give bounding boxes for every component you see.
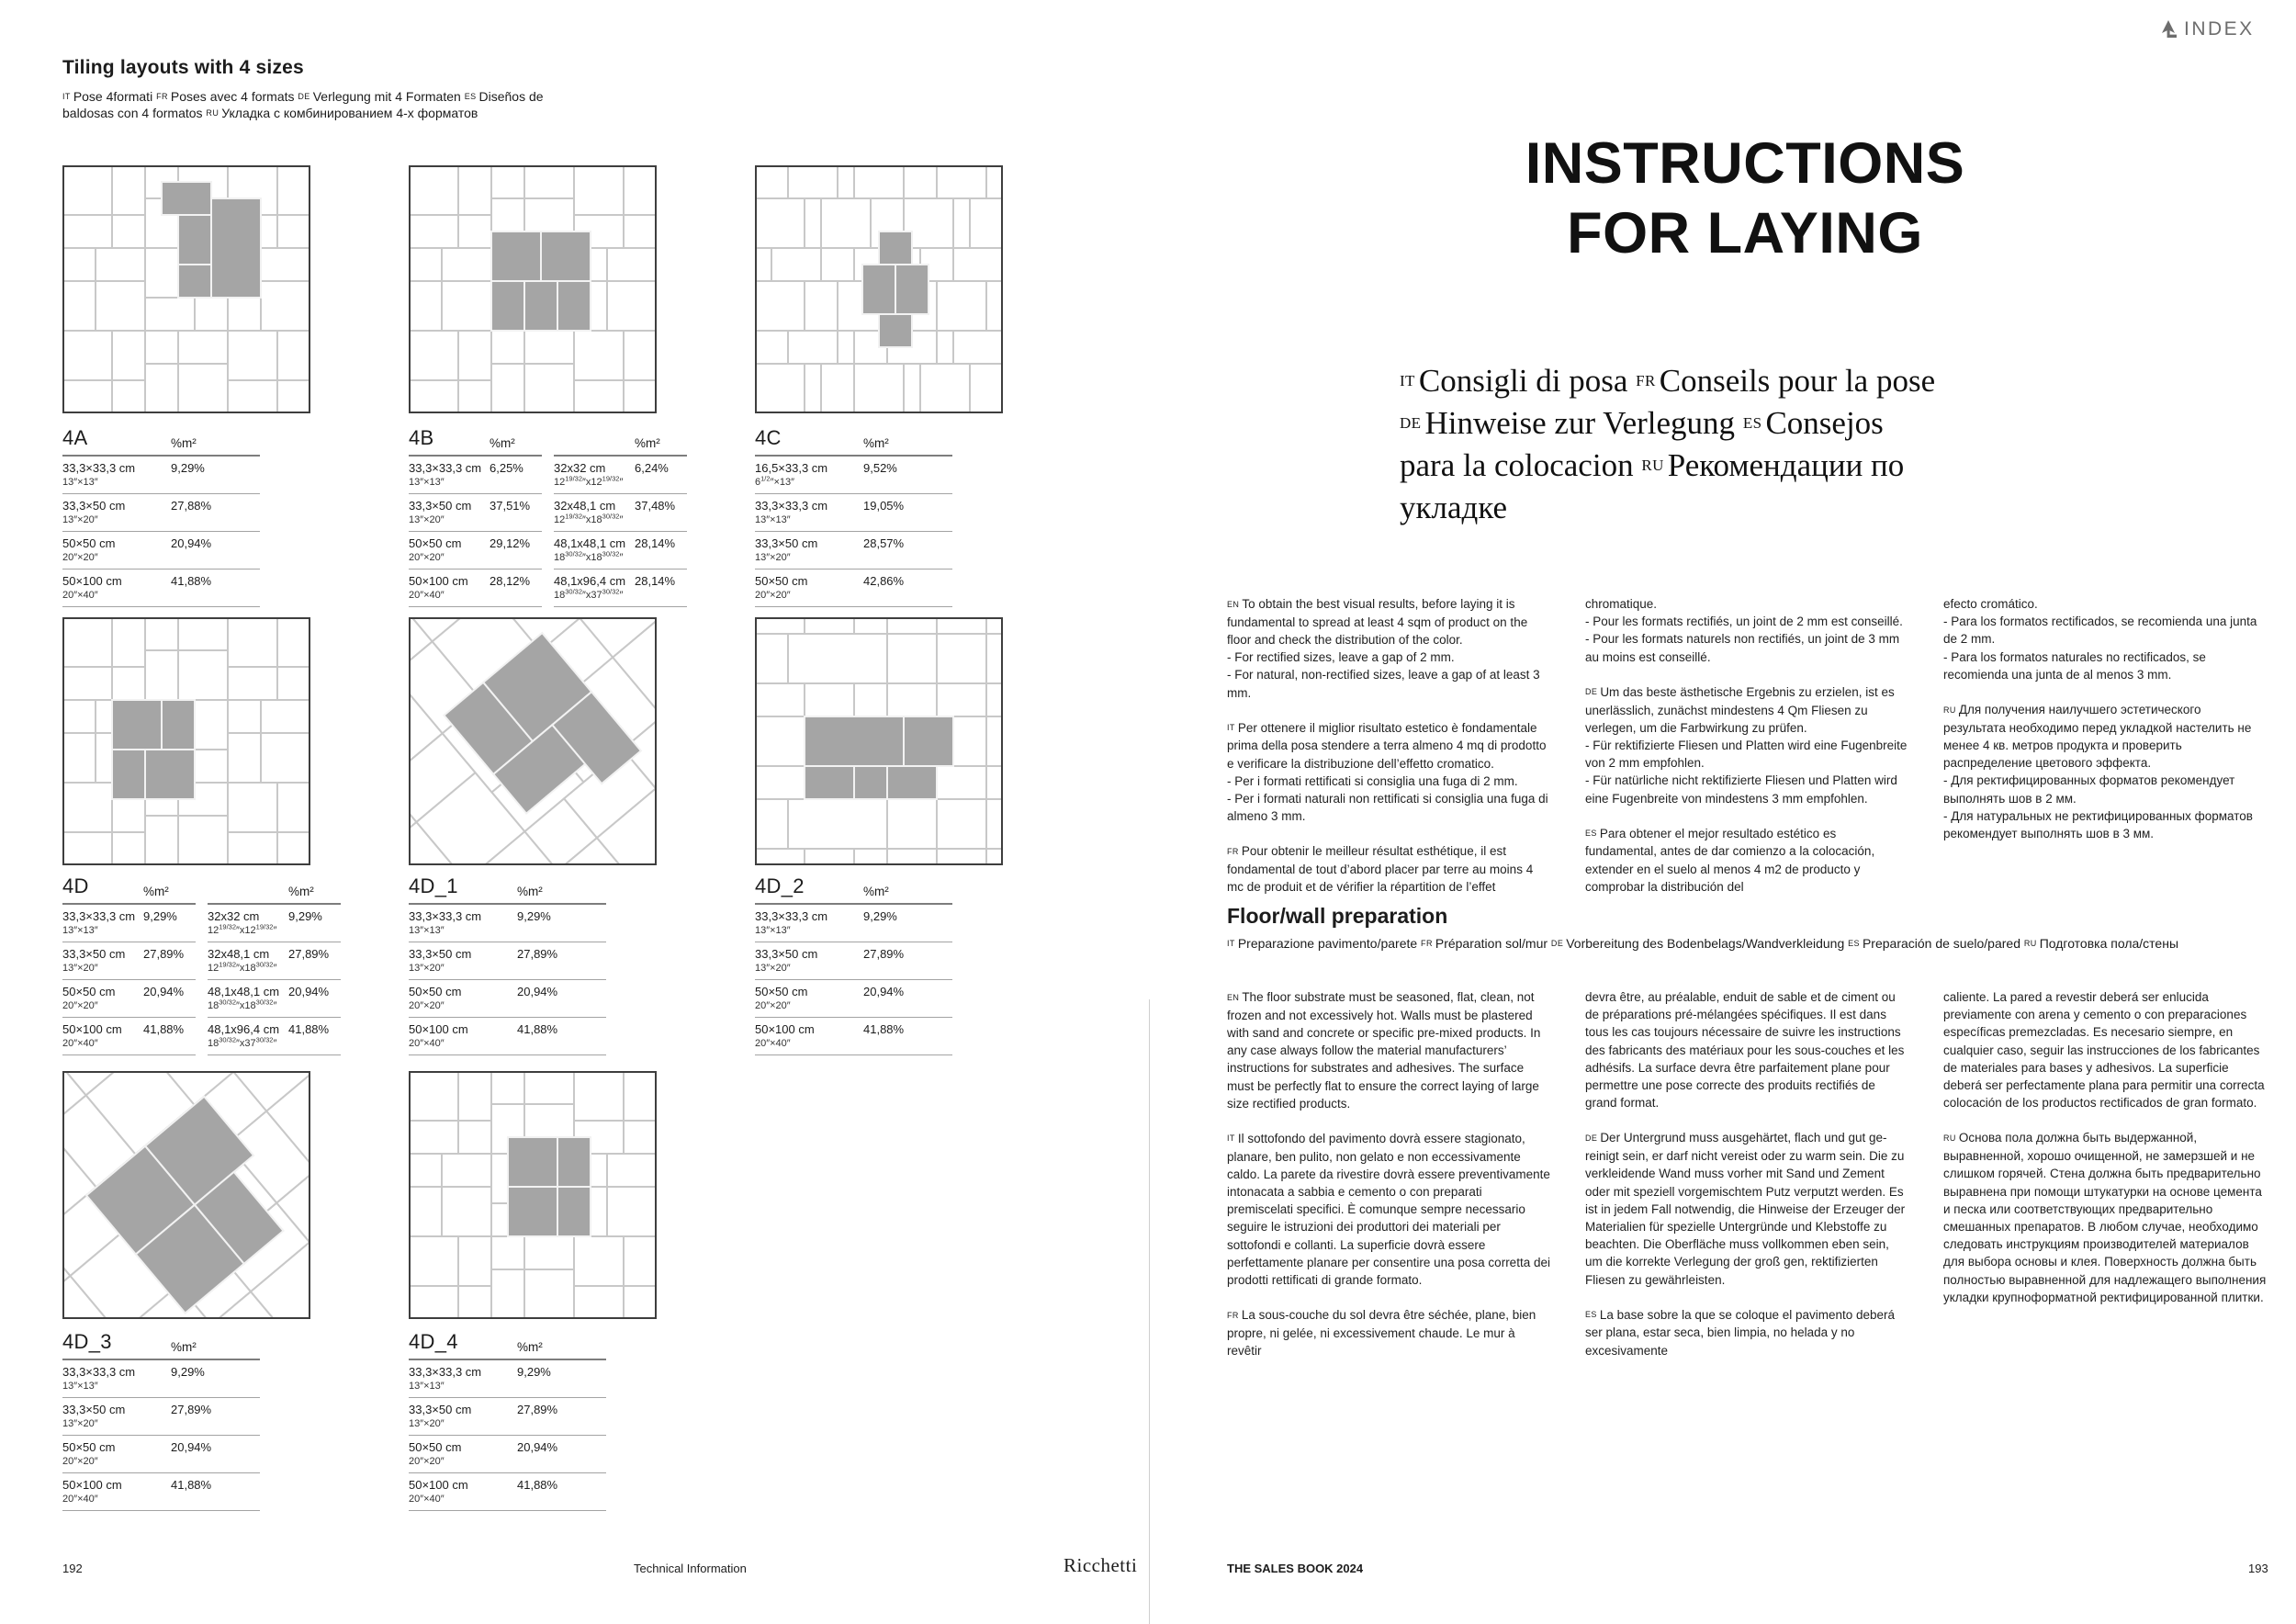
size-row: [62, 905, 196, 942]
size-label: 50×100 cm 20″×40″: [409, 1022, 468, 1049]
segment-text: Рекомендации по укладке: [1400, 447, 1905, 525]
size-percentage: 20,94%: [143, 985, 185, 998]
size-label: 50×50 cm 20″×20″: [409, 1440, 462, 1467]
size-percentage: 9,29%: [143, 909, 177, 923]
size-label: 50×100 cm 20″×40″: [62, 1478, 122, 1505]
layout-id: 4B: [409, 426, 434, 449]
size-label: 50×50 cm 20″×20″: [62, 536, 116, 563]
size-row: [755, 980, 952, 1018]
segment-text: Укладка с комбинированием 4-х форматов: [221, 106, 478, 120]
size-row: [208, 1018, 341, 1055]
size-table-4D_4: [409, 1328, 606, 1511]
language-tag: IT: [1227, 723, 1235, 733]
footer-section-label: Technical Information: [634, 1562, 747, 1575]
tile-layout-4A: [62, 165, 310, 601]
size-row: [409, 532, 542, 570]
segment-text: Conseils pour la pose: [1659, 363, 1936, 399]
segment-text: Подготовка пола/стены: [2039, 936, 2179, 951]
layout-id: 4D_3: [62, 1330, 112, 1353]
size-percentage: 37,48%: [635, 499, 676, 513]
size-table-4D_1: [409, 873, 606, 1055]
language-tag: IT: [62, 92, 71, 101]
tile-diagram-4D_3: [62, 1071, 310, 1319]
segment-text: Poses avec 4 formats: [170, 89, 295, 104]
size-label: 33,3×33,3 cm 13″×13″: [409, 461, 482, 488]
tile-layout-4D_2: [755, 617, 1003, 1049]
segment-text: Pose 4formati: [73, 89, 153, 104]
pct-header: %m²: [171, 436, 197, 450]
size-table-4A: [62, 424, 260, 607]
paragraph: DE Um das beste ästhetische Ergebnis zu erzielen, ist es unerlässlich, zunächst mindestens 4 Qm Fliesen zu verlegen, um die Farbwirkung zu prüfen. - Für rektifizierte Fliesen und Platten wird eine Fugenbreite von 2 mm empfohlen. - Für natürliche nicht rektifizierte Fliesen und Platten wird eine Fugenbreite von mindestens 3 mm empfohlen.: [1585, 684, 1908, 806]
tile-layout-4D: [62, 617, 330, 1049]
language-tag: ES: [464, 92, 477, 101]
segment-text: Hinweise zur Verlegung: [1424, 405, 1736, 441]
size-percentage: 27,89%: [863, 947, 905, 961]
prep-column-3: [1943, 988, 2267, 1324]
language-tag: FR: [1227, 846, 1239, 856]
size-label: 32x32 cm $12^{19/32}''x12^{19/32}''$: [554, 461, 624, 488]
size-table-4B: [409, 424, 687, 607]
size-label: 33,3×50 cm 13″×20″: [409, 947, 472, 974]
size-label: 32x32 cm $12^{19/32}''x12^{19/32}''$: [208, 909, 277, 936]
language-tag: DE: [1585, 1133, 1598, 1143]
size-table-4C: [755, 424, 952, 607]
size-row: [62, 942, 196, 980]
size-row: [755, 1018, 952, 1055]
size-row: [409, 570, 542, 607]
pct-header: %m²: [517, 1340, 543, 1354]
tile-diagram-4D_2: [755, 617, 1003, 865]
size-row: [554, 570, 687, 607]
size-label: 48,1x96,4 cm $18^{30/32}''x37^{30/32}''$: [554, 574, 626, 601]
language-tag: ES: [1585, 829, 1597, 839]
size-label: 32x48,1 cm $12^{19/32}''x18^{30/32}''$: [554, 499, 624, 525]
language-tag: DE: [1585, 687, 1598, 697]
size-row: [62, 570, 260, 607]
pct-header: %m²: [635, 436, 660, 450]
size-percentage: 27,89%: [517, 1403, 558, 1416]
size-table-4D_2: [755, 873, 952, 1055]
layout-id: 4D_2: [755, 874, 805, 897]
size-percentage: 27,89%: [288, 947, 330, 961]
layout-id: 4C: [755, 426, 782, 449]
intro-column-1: [1227, 595, 1550, 914]
size-percentage: 20,94%: [171, 536, 212, 550]
paragraph: RU Основа пола должна быть выдержанной, выравненной, хорошо очищенной, не замерзшей и не слишком горячей. Стена должна быть предварительно выравнена при помощи штукатурки на основе цемента и песка или соответствующих предварительно смешанных препаратов. В любом случае, необходимо следовать инструкциям производителей материалов для выбора основы и клея. Поверхность должна быть полностью выравненной для надлежащего выполнения укладки крупноформатной ректифицированной плитки.: [1943, 1131, 2267, 1304]
size-row: [554, 532, 687, 570]
size-label: 33,3×50 cm 13″×20″: [62, 499, 126, 525]
size-percentage: 42,86%: [863, 574, 905, 588]
language-tag: ES: [1742, 414, 1762, 432]
paragraph: FR La sous-couche du sol devra être séchée, plane, bien propre, ni gelée, ni excessivement chaude. Le mur à revêtir: [1227, 1308, 1536, 1359]
size-label: 33,3×33,3 cm 13″×13″: [409, 909, 482, 936]
paragraph: ES Para obtener el mejor resultado estético es fundamental, antes de dar comienzo a la colocación, extender en el suelo al menos 4 m2 de producto y comprobar la distribución del: [1585, 826, 1875, 894]
size-row: [755, 457, 952, 494]
paragraph: EN The floor substrate must be seasoned, flat, clean, not frozen and not excessively hot. Walls must be plastered with sand and concrete or specific pre-mixed products. In any case always follow the material manufacturers’ instructions for substrates and adhesives. The surface must be perfectly flat to ensure the correct laying of large size rectified products.: [1227, 990, 1541, 1111]
size-label: 50×100 cm 20″×40″: [409, 1478, 468, 1505]
language-tag: EN: [1227, 599, 1240, 609]
paragraph: IT Il sottofondo del pavimento dovrà essere stagionato, planare, ben pulito, non gelato e non eccessivamente caldo. La parete da rivestire dovrà essere preventivamente intonacata a sabbia e cemento o con preparati premiscelati specifici. È comunque sempre necessario seguire le istruzioni dei produttori dei materiali per sottofondi e collanti. La superficie dovrà essere perfettamente planare per consentire una posa corretta dei prodotti rettificati di grande formato.: [1227, 1131, 1550, 1288]
size-table-column: [409, 424, 542, 607]
size-table-column: [409, 1328, 606, 1511]
size-percentage: 9,29%: [171, 1365, 205, 1379]
size-percentage: 41,88%: [171, 1478, 212, 1492]
size-percentage: 41,88%: [171, 574, 212, 588]
size-label: 33,3×33,3 cm 13″×13″: [62, 909, 136, 936]
size-percentage: 28,12%: [490, 574, 531, 588]
tile-diagram-4D_4: [409, 1071, 657, 1319]
size-label: 33,3×33,3 cm 13″×13″: [62, 1365, 136, 1392]
prep-column-2: [1585, 988, 1908, 1377]
size-label: 50×100 cm 20″×40″: [62, 574, 122, 601]
segment-text: Vorbereitung des Bodenbelags/Wandverkleidung: [1566, 936, 1845, 951]
size-row: [409, 942, 606, 980]
pct-header: %m²: [143, 885, 169, 898]
size-row: [554, 457, 687, 494]
size-row: [62, 1360, 260, 1398]
size-row: [62, 494, 260, 532]
size-label: 33,3×33,3 cm 13″×13″: [409, 1365, 482, 1392]
size-label: 50×50 cm 20″×20″: [62, 1440, 116, 1467]
size-percentage: 9,29%: [863, 909, 897, 923]
segment-text: Préparation sol/mur: [1435, 936, 1548, 951]
size-table-column: [755, 873, 952, 1055]
size-row: [409, 1436, 606, 1473]
size-row: [554, 494, 687, 532]
size-percentage: 27,89%: [517, 947, 558, 961]
size-table-column: [755, 424, 952, 607]
size-percentage: 28,57%: [863, 536, 905, 550]
pct-header: %m²: [863, 885, 889, 898]
prep-column-1: [1227, 988, 1550, 1377]
language-tag: FR: [1227, 1310, 1239, 1320]
size-percentage: 41,88%: [288, 1022, 330, 1036]
size-percentage: 41,88%: [517, 1478, 558, 1492]
pct-header: %m²: [171, 1340, 197, 1354]
language-tag: FR: [1636, 372, 1656, 389]
size-table-column: [409, 873, 606, 1055]
size-table-column: [208, 873, 341, 1055]
size-label: 48,1x48,1 cm $18^{30/32}''x18^{30/32}''$: [554, 536, 626, 563]
segment-text: Preparación de suelo/pared: [1862, 936, 2020, 951]
tile-diagram-4D_1: [409, 617, 657, 865]
language-tag: ES: [1585, 1310, 1597, 1320]
size-label: 33,3×50 cm 13″×20″: [755, 536, 818, 563]
footer-book-title: THE SALES BOOK 2024: [1227, 1562, 1364, 1575]
size-row: [208, 980, 341, 1018]
section-subtitle: [1227, 935, 2237, 952]
layout-id: 4D_1: [409, 874, 458, 897]
size-row: [409, 1018, 606, 1055]
size-percentage: 20,94%: [288, 985, 330, 998]
size-percentage: 27,88%: [171, 499, 212, 513]
size-label: 48,1x96,4 cm $18^{30/32}''x37^{30/32}''$: [208, 1022, 280, 1049]
tile-diagram-4B: [409, 165, 657, 413]
size-percentage: 41,88%: [517, 1022, 558, 1036]
language-tag: RU: [1943, 1133, 1956, 1143]
size-row: [62, 532, 260, 570]
size-percentage: 20,94%: [517, 985, 558, 998]
paragraph: caliente. La pared a revestir deberá ser enlucida previamente con arena y cemento o con preparaciones específicas premezcladas. Es necesario siempre, en cualquier caso, seguir las instrucciones de los fabricantes de materiales para bases y adhesivos. La superficie deberá ser perfectamente plana para permitir una correcta colocación de los productos rectificados de gran formato.: [1943, 990, 2265, 1111]
paragraph: FR Pour obtenir le meilleur résultat esthétique, il est fondamental de tout d’abord placer par terre au moins 4 mc de produit et de vérifier la répartition de l’effet: [1227, 844, 1534, 895]
size-percentage: 9,29%: [517, 909, 551, 923]
language-tag: IT: [1227, 1133, 1235, 1144]
language-tag: RU: [1943, 705, 1956, 715]
paragraph: RU Для получения наилучшего эстетического результата необходимо перед укладкой настелить не менее 4 кв. метров продукта и проверить распределение цветового эффекта. - Для ректифицированных форматов рекомендует выполнять шов в 2 мм. - Для натуральных не ректифицированных форматов рекомендует выполнять шов в 3 мм.: [1943, 703, 2253, 840]
size-table-column: [62, 873, 196, 1055]
index-arrow-icon: [2160, 19, 2178, 39]
pct-header: %m²: [288, 885, 314, 898]
paragraph: devra être, au préalable, enduit de sable et de ciment ou de préparations pré-mélangées spécifiques. Il est dans tous les cas toujours nécessaire de suivre les instructions des fabricants des matériaux pour les sous-couches et les adhésifs. La surface devra être parfaitement plane pour permettre une pose correcte des produits rectifiés de grand format.: [1585, 990, 1905, 1111]
tile-diagram-4C: [755, 165, 1003, 413]
size-percentage: 37,51%: [490, 499, 531, 513]
page-number-right: 193: [2248, 1562, 2268, 1575]
size-percentage: 9,29%: [288, 909, 322, 923]
size-row: [62, 1473, 260, 1511]
size-percentage: 20,94%: [517, 1440, 558, 1454]
pct-header: %m²: [517, 885, 543, 898]
size-label: 50×50 cm 20″×20″: [409, 985, 462, 1011]
size-row: [409, 494, 542, 532]
size-label: 33,3×50 cm 13″×20″: [62, 947, 126, 974]
size-percentage: 29,12%: [490, 536, 531, 550]
size-percentage: 28,14%: [635, 574, 676, 588]
language-tag: IT: [1400, 372, 1415, 389]
segment-text: Consejos para la colocacion: [1400, 405, 1884, 483]
size-percentage: 20,94%: [171, 1440, 212, 1454]
layout-id: 4D: [62, 874, 89, 897]
size-row: [409, 1398, 606, 1436]
paragraph: efecto cromático. - Para los formatos rectificados, se recomienda una junta de 2 mm. - Para los formatos naturales no rectificados, se recomienda una junta de al menos 3 mm.: [1943, 597, 2257, 682]
index-link[interactable]: [2160, 18, 2255, 40]
size-percentage: 9,29%: [517, 1365, 551, 1379]
size-row: [409, 905, 606, 942]
size-label: 33,3×33,3 cm 13″×13″: [755, 909, 828, 936]
segment-text: Verlegung mit 4 Formaten: [312, 89, 461, 104]
size-label: 33,3×50 cm 13″×20″: [62, 1403, 126, 1429]
segment-text: Preparazione pavimento/parete: [1237, 936, 1418, 951]
size-row: [755, 494, 952, 532]
size-percentage: 6,25%: [490, 461, 523, 475]
instructions-title: INSTRUCTIONS FOR LAYING: [1525, 131, 1965, 265]
tile-layout-4C: [755, 165, 1003, 601]
language-tag: RU: [1641, 457, 1664, 474]
paragraph: chromatique. - Pour les formats rectifiés, un joint de 2 mm est conseillé. - Pour les formats naturels non rectifiés, un joint de 3 mm au moins est conseillé.: [1585, 597, 1903, 664]
size-label: 32x48,1 cm $12^{19/32}''x18^{30/32}''$: [208, 947, 277, 974]
size-row: [409, 1360, 606, 1398]
index-label: INDEX: [2184, 18, 2255, 39]
size-label: 33,3×50 cm 13″×20″: [409, 1403, 472, 1429]
section-title: Floor/wall preparation: [1227, 904, 1448, 928]
language-tag: FR: [1421, 939, 1433, 948]
size-row: [62, 457, 260, 494]
language-tag: DE: [1400, 414, 1422, 432]
language-tag: RU: [206, 108, 219, 118]
size-table-column: [62, 1328, 260, 1511]
size-label: 50×100 cm 20″×40″: [62, 1022, 122, 1049]
size-label: 16,5×33,3 cm $6^{1/2}''\times 13''$: [755, 461, 828, 488]
tile-layout-4D_1: [409, 617, 657, 1049]
size-row: [409, 1473, 606, 1511]
size-percentage: 28,14%: [635, 536, 676, 550]
size-table-column: [62, 424, 260, 607]
tile-diagram-4A: [62, 165, 310, 413]
language-tag: DE: [298, 92, 310, 101]
size-percentage: 27,89%: [143, 947, 185, 961]
language-tag: DE: [1550, 939, 1564, 948]
size-label: 48,1x48,1 cm $18^{30/32}''x18^{30/32}''$: [208, 985, 280, 1011]
intro-column-2: [1585, 595, 1908, 913]
layout-id: 4D_4: [409, 1330, 458, 1353]
size-percentage: 27,89%: [171, 1403, 212, 1416]
size-row: [755, 532, 952, 570]
size-row: [208, 942, 341, 980]
paragraph: IT Per ottenere il miglior risultato estetico è fondamentale prima della posa stendere a terra almeno 4 mq di prodotto e verificare la distribuzione dell’effetto cromatico. - Per i formati rettificati si consiglia una fuga di 2 mm. - Per i formati naturali non rettificati si consiglia una fuga di almeno 3 mm.: [1227, 720, 1548, 824]
size-label: 33,3×33,3 cm 13″×13″: [755, 499, 828, 525]
size-label: 50×50 cm 20″×20″: [409, 536, 462, 563]
size-label: 50×50 cm 20″×20″: [62, 985, 116, 1011]
size-percentage: 9,29%: [171, 461, 205, 475]
size-row: [755, 570, 952, 607]
size-label: 33,3×50 cm 13″×20″: [755, 947, 818, 974]
tile-layout-4B: [409, 165, 676, 601]
size-label: 50×50 cm 20″×20″: [755, 985, 808, 1011]
tile-diagram-4D: [62, 617, 310, 865]
size-row: [409, 980, 606, 1018]
size-row: [208, 905, 341, 942]
size-table-column: [554, 424, 687, 607]
paragraph: EN To obtain the best visual results, before laying it is fundamental to spread at least 4 sqm of product on the floor and check the distribution of the color. - For rectified sizes, leave a gap of 2 mm. - For natural, non-rectified sizes, leave a gap of at least 3 mm.: [1227, 597, 1540, 700]
language-tag: RU: [2023, 939, 2037, 948]
language-tag: IT: [1227, 939, 1235, 948]
size-table-4D_3: [62, 1328, 260, 1511]
size-label: 33,3×50 cm 13″×20″: [409, 499, 472, 525]
language-tag: FR: [156, 92, 168, 101]
tile-layout-4D_3: [62, 1071, 310, 1505]
size-row: [755, 942, 952, 980]
layout-id: 4A: [62, 426, 88, 449]
language-tag: EN: [1227, 992, 1240, 1002]
page-subtitle: [62, 88, 581, 121]
brand-logo: Ricchetti: [1064, 1554, 1138, 1576]
size-row: [62, 1398, 260, 1436]
size-percentage: 9,52%: [863, 461, 897, 475]
size-percentage: 6,24%: [635, 461, 669, 475]
pct-header: %m²: [490, 436, 515, 450]
instructions-subtitle: [1400, 360, 1937, 529]
segment-text: Consigli di posa: [1418, 363, 1628, 399]
size-row: [755, 905, 952, 942]
intro-column-3: [1943, 595, 2267, 860]
size-row: [409, 457, 542, 494]
size-table-4D: [62, 873, 341, 1055]
paragraph: ES La base sobre la que se coloque el pavimento deberá ser plana, estar seca, bien limpia, no helada y no excesivamente: [1585, 1307, 1896, 1358]
tile-layout-4D_4: [409, 1071, 657, 1505]
size-percentage: 41,88%: [863, 1022, 905, 1036]
page-number-left: 192: [62, 1562, 83, 1575]
size-row: [62, 980, 196, 1018]
size-row: [62, 1018, 196, 1055]
size-label: 50×50 cm 20″×20″: [755, 574, 808, 601]
paragraph: DE Der Untergrund muss ausgehärtet, flach und gut ge-reinigt sein, er darf nicht vereist oder zu warm sein. Die zu verkleidende Wand muss vorher mit Sand und Zement oder mit speziell vorgemischtem Putz verputzt werden. Es ist in jedem Fall notwendig, die Hinweise der Erzeuger der Materialien für spezielle Untergründe und Klebstoffe zu beachten. Die Oberfläche muss vollkommen eben sein, um die korrekte Verlegung der groß gen, rektifizierten Fliesen zu gewährleisten.: [1585, 1131, 1906, 1287]
language-tag: ES: [1848, 939, 1860, 948]
pct-header: %m²: [863, 436, 889, 450]
size-percentage: 19,05%: [863, 499, 905, 513]
size-label: 33,3×33,3 cm 13″×13″: [62, 461, 136, 488]
size-label: 50×100 cm 20″×40″: [755, 1022, 815, 1049]
size-percentage: 20,94%: [863, 985, 905, 998]
size-percentage: 41,88%: [143, 1022, 185, 1036]
size-label: 50×100 cm 20″×40″: [409, 574, 468, 601]
segment-text: Diseños de baldosas con 4 formatos: [62, 89, 544, 120]
page-title: Tiling layouts with 4 sizes: [62, 57, 304, 78]
size-row: [62, 1436, 260, 1473]
page-gutter-line: [1149, 999, 1150, 1624]
